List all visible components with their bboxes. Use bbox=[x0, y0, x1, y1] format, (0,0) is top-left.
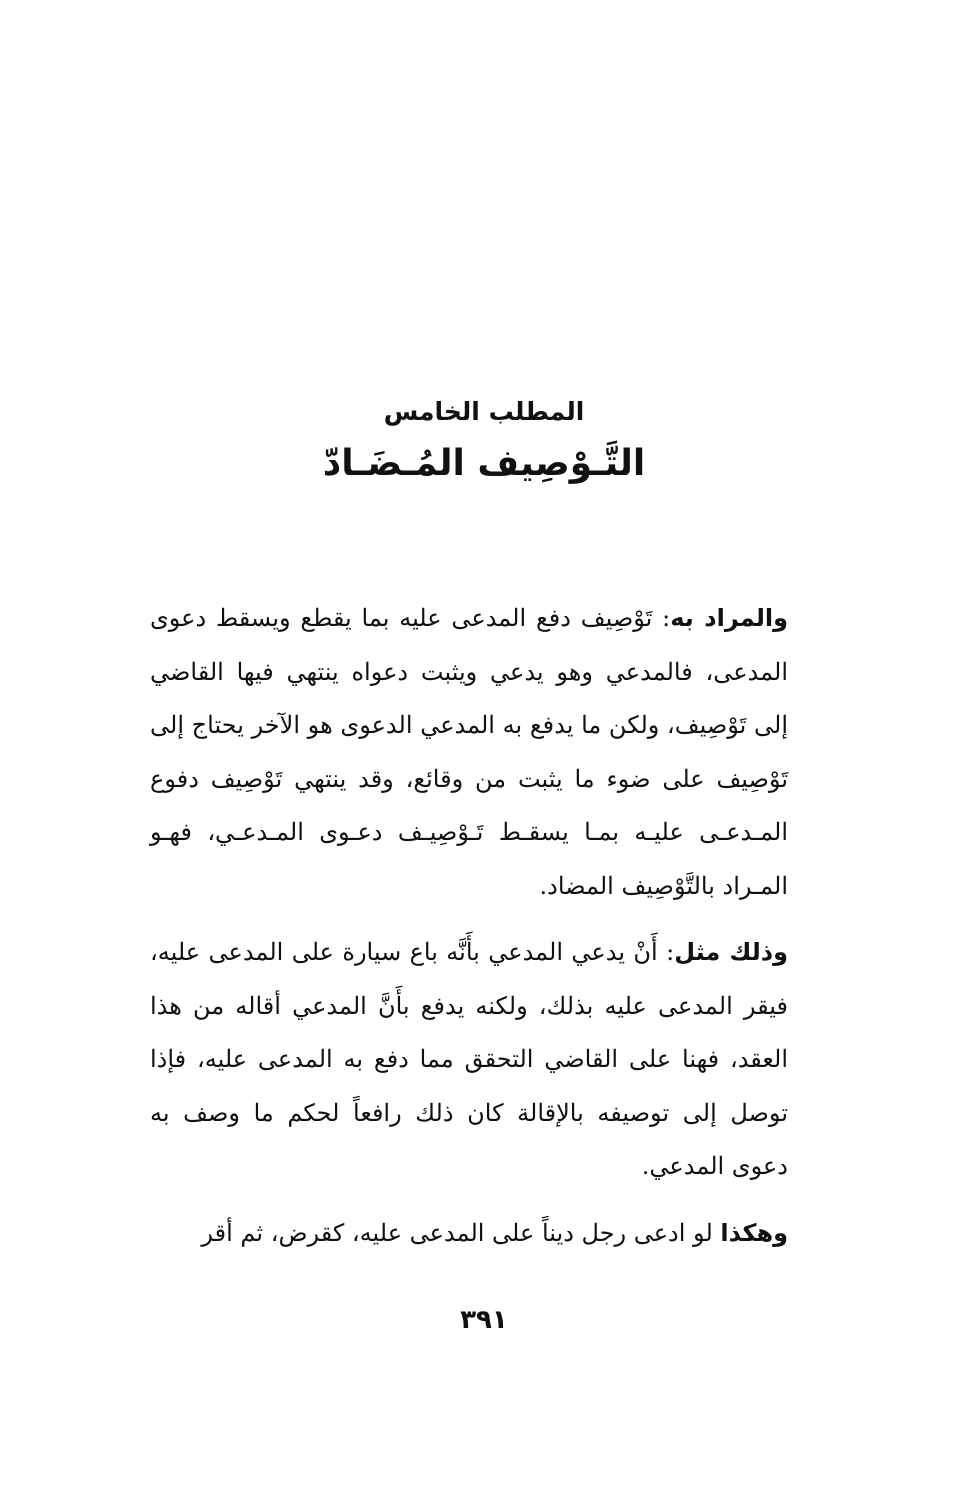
paragraph-lead: وهكذا bbox=[720, 1218, 788, 1247]
paragraph-continuation bbox=[150, 1207, 848, 1261]
paragraph-definition bbox=[150, 592, 848, 913]
section-heading bbox=[0, 392, 968, 492]
section-title: التَّـوْصِيف المُـضَـادّ bbox=[322, 443, 646, 484]
paragraph-text: : تَوْصِيف دفع المدعى عليه بما يقطع ويسقط دعوى المدعى، فالمدعي وهو يدعي ويثبت دعواه ينتهي فيها القاضي إلى تَوْصِيف، ولكن ما يدفع به المدعي الدعوى هو الآخر يحتاج إلى تَوْصِيف على ضوء ما يثبت من وقائع، وقد ينتهي تَوْصِيف دفوع المـدعـى عليـه بمـا يسقـط تَـوْصِيـف دعـوى المـدعـي، فهـو المـراد بالتَّوْصِيف المضاد. bbox=[150, 604, 788, 900]
paragraph-example bbox=[150, 926, 848, 1194]
paragraph-lead: وذلك مثل bbox=[674, 938, 789, 966]
paragraph-lead: والمراد به bbox=[670, 604, 789, 632]
body-text bbox=[150, 592, 848, 1273]
paragraph-text: : أَنْ يدعي المدعي بأَنَّه باع سيارة على المدعى عليه، فيقر المدعى عليه بذلك، ولكنه يدفع بأَنَّ المدعي أقاله من هذا العقد، فهنا على القاضي التحقق مما دفع به المدعى عليه، فإذا توصل إلى توصيفه بالإقالة كان ذلك رافعاً لحكم ما وصف به دعوى المدعي. bbox=[150, 938, 788, 1180]
paragraph-text: لو ادعى رجل ديناً على المدعى عليه، كقرض، ثم أقر bbox=[201, 1218, 721, 1247]
page-number: ٣٩١ bbox=[460, 1305, 508, 1335]
section-label: المطلب الخامس bbox=[383, 397, 585, 426]
